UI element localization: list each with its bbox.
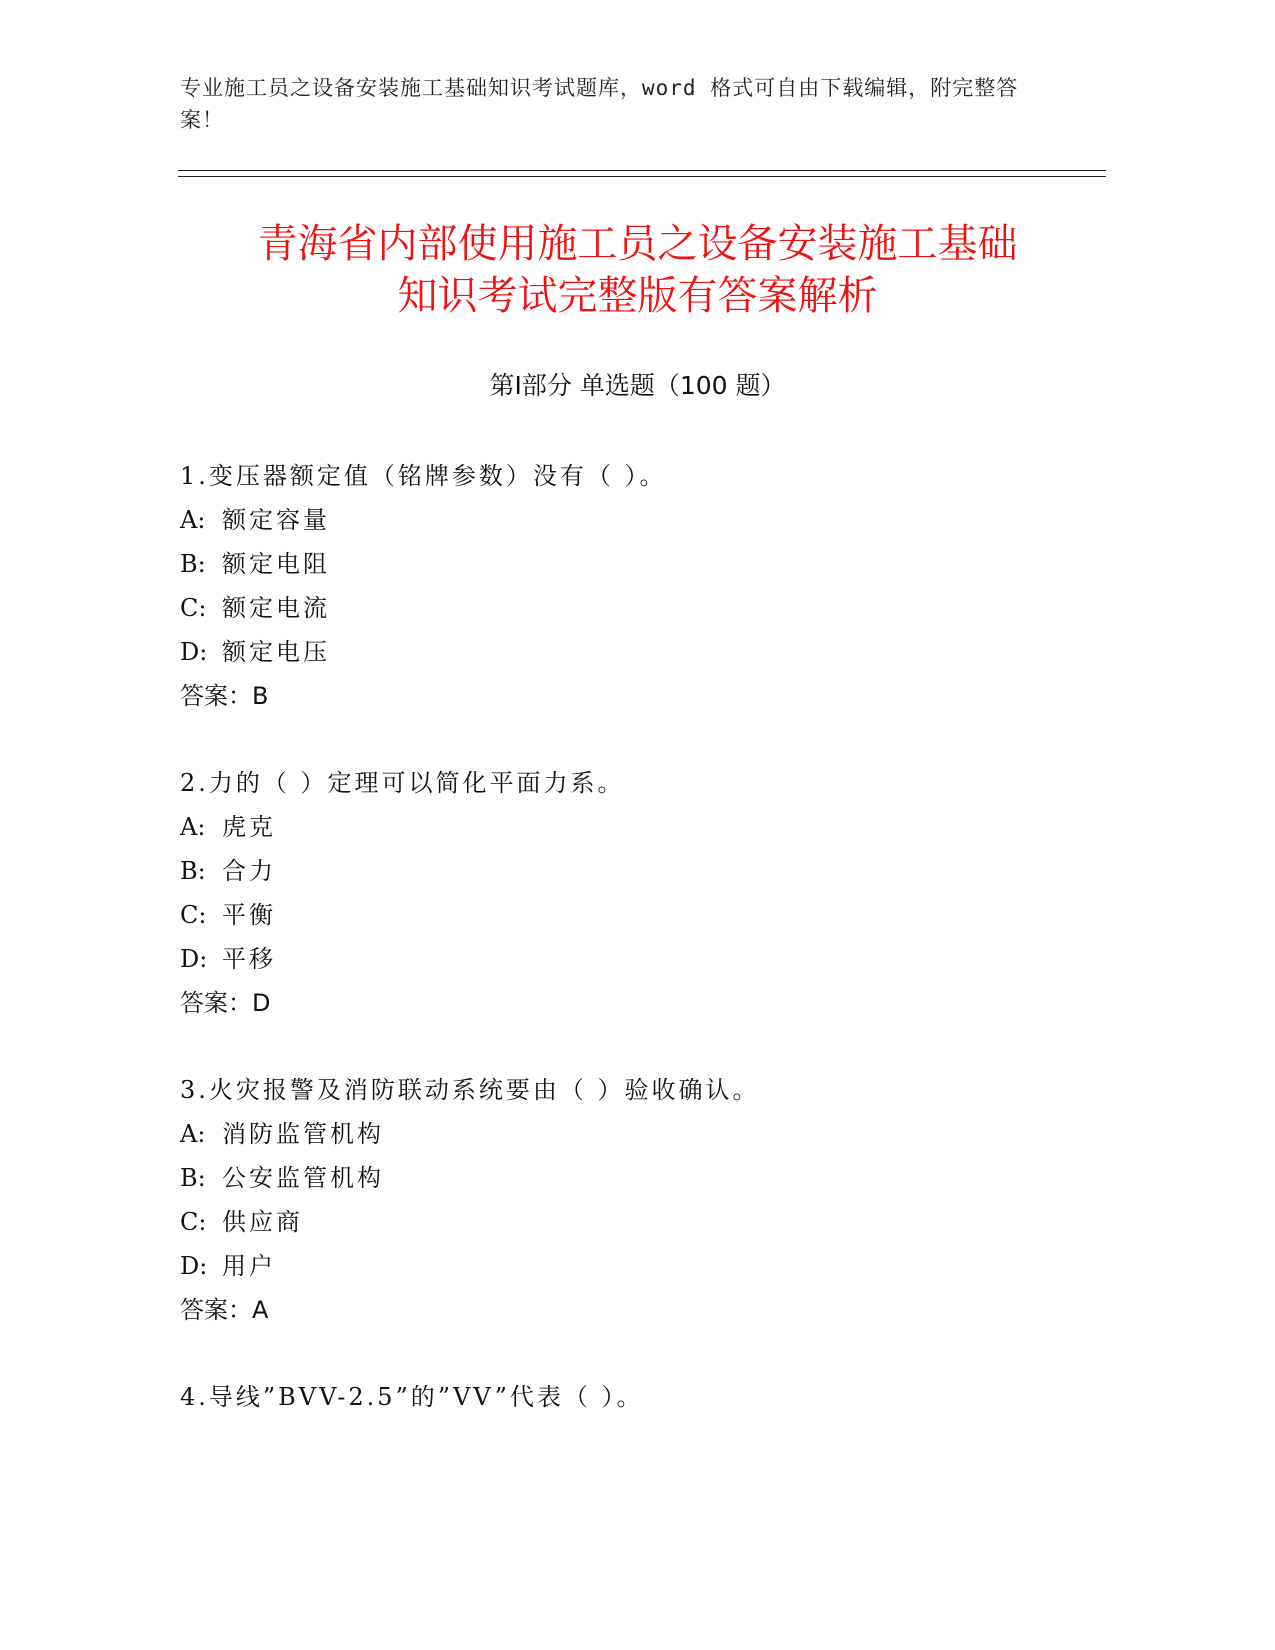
option-text: 公安监管机构 [222,1164,384,1192]
document-title-line-2: 知识考试完整版有答案解析 [397,273,878,319]
option-d [180,937,1110,981]
option-text: 合力 [222,857,276,885]
option-b [180,849,1110,893]
question-list [180,454,1110,1462]
option-letter: B: [180,550,206,578]
question-stem: 3.火灾报警及消防联动系统要由（ ）验收确认。 [180,1076,760,1104]
option-a [180,805,1110,849]
option-text: 额定电流 [222,594,330,622]
option-text: 额定电压 [222,638,330,666]
option-text: 供应商 [222,1208,303,1236]
option-letter: D: [180,1252,208,1280]
option-c [180,893,1110,937]
option-letter: C: [180,901,207,929]
answer-line: 答案：B [180,682,269,710]
option-c [180,586,1110,630]
question-stem: 4.导线”BVV-2.5”的”VV”代表（ ）。 [180,1383,644,1411]
document-title-line-1: 青海省内部使用施工员之设备安装施工基础 [257,221,1018,267]
question-stem: 1.变压器额定值（铭牌参数）没有（ ）。 [180,462,667,490]
option-letter: D: [180,945,208,973]
option-text: 额定容量 [222,506,330,534]
header-divider-bottom [178,176,1106,177]
option-text: 虎克 [222,813,276,841]
option-a [180,1112,1110,1156]
option-letter: C: [180,1208,207,1236]
option-c [180,1200,1110,1244]
question-4 [180,1375,1110,1419]
answer-line: 答案：A [180,1296,269,1324]
option-b [180,1156,1110,1200]
header-divider-top [178,170,1106,171]
answer-line: 答案：D [180,989,271,1017]
option-text: 消防监管机构 [222,1120,384,1148]
option-letter: A: [180,506,206,534]
option-letter: C: [180,594,207,622]
question-3 [180,1068,1110,1332]
document-title [150,218,1125,322]
option-text: 用户 [222,1252,276,1280]
option-text: 额定电阻 [222,550,330,578]
option-letter: A: [180,813,206,841]
header-note: 专业施工员之设备安装施工基础知识考试题库，word 格式可自由下载编辑，附完整答案！ [180,76,1019,132]
option-letter: D: [180,638,208,666]
section-heading: 第Ⅰ部分 单选题（100 题） [489,371,786,400]
option-letter: B: [180,1164,206,1192]
option-letter: A: [180,1120,206,1148]
option-d [180,1244,1110,1288]
option-text: 平衡 [222,901,276,929]
option-b [180,542,1110,586]
option-text: 平移 [222,945,276,973]
question-stem: 2.力的（ ）定理可以简化平面力系。 [180,769,625,797]
question-1 [180,454,1110,718]
option-a [180,498,1110,542]
option-letter: B: [180,857,206,885]
option-d [180,630,1110,674]
question-2 [180,761,1110,1025]
